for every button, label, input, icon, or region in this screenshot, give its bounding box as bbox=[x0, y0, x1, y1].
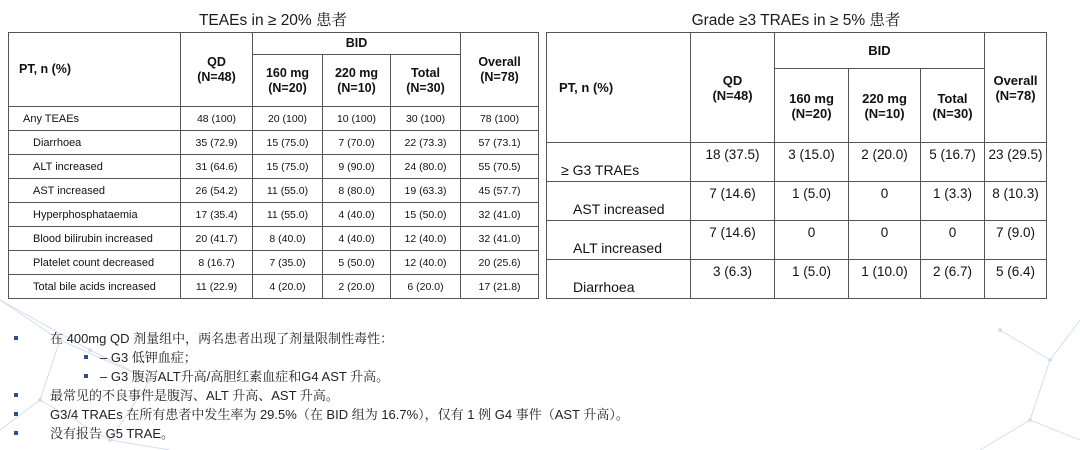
pt-header: PT, n (%) bbox=[547, 33, 691, 143]
row-label: ALT increased bbox=[547, 221, 691, 260]
square-bullet-icon bbox=[84, 355, 88, 359]
dose-160-label: 160 mg bbox=[265, 65, 310, 80]
qd-value: 26 (54.2) bbox=[181, 179, 253, 203]
total-value: 2 (6.7) bbox=[921, 260, 985, 299]
qd-value: 3 (6.3) bbox=[691, 260, 775, 299]
bid160-value: 15 (75.0) bbox=[253, 131, 323, 155]
bid160-value: 11 (55.0) bbox=[253, 203, 323, 227]
teae-table bbox=[8, 32, 539, 299]
qd-label: QD bbox=[722, 72, 743, 88]
table2-title: Grade ≥3 TRAEs in ≥ 5% 患者 bbox=[691, 12, 901, 29]
bid220-value: 1 (10.0) bbox=[849, 260, 921, 299]
qd-header bbox=[691, 33, 775, 143]
overall-value: 57 (73.1) bbox=[461, 131, 539, 155]
dose-220-header bbox=[849, 69, 921, 143]
total-value: 6 (20.0) bbox=[391, 275, 461, 299]
dose-160-label: 160 mg bbox=[789, 90, 834, 106]
qd-value: 48 (100) bbox=[181, 107, 253, 131]
qd-value: 18 (37.5) bbox=[691, 143, 775, 182]
table1-title: TEAEs in ≥ 20% 患者 bbox=[198, 12, 348, 29]
overall-value: 55 (70.5) bbox=[461, 155, 539, 179]
square-bullet-icon bbox=[84, 374, 88, 378]
table-row bbox=[9, 275, 539, 299]
bid220-value: 8 (80.0) bbox=[323, 179, 391, 203]
total-value: 30 (100) bbox=[391, 107, 461, 131]
total-value: 12 (40.0) bbox=[391, 227, 461, 251]
row-label: AST increased bbox=[9, 179, 181, 203]
bid220-value: 4 (40.0) bbox=[323, 227, 391, 251]
qd-value: 17 (35.4) bbox=[181, 203, 253, 227]
overall-n: (N=78) bbox=[995, 87, 1036, 103]
overall-header bbox=[985, 33, 1047, 143]
note-text: – G3 低钾血症； bbox=[100, 350, 197, 365]
total-value: 19 (63.3) bbox=[391, 179, 461, 203]
bid220-value: 0 bbox=[849, 221, 921, 260]
qd-value: 35 (72.9) bbox=[181, 131, 253, 155]
note-text: 没有报告 G5 TRAE。 bbox=[50, 426, 175, 441]
table-row bbox=[547, 143, 1047, 182]
bid220-value: 2 (20.0) bbox=[849, 143, 921, 182]
note-text: 在 400mg QD 剂量组中，两名患者出现了剂量限制性毒性： bbox=[50, 331, 394, 346]
bid-header: BID bbox=[253, 33, 461, 55]
row-label: AST increased bbox=[547, 182, 691, 221]
bid220-value: 10 (100) bbox=[323, 107, 391, 131]
dose-160-header bbox=[253, 55, 323, 107]
table-row bbox=[9, 179, 539, 203]
qd-n: (N=48) bbox=[197, 69, 236, 84]
total-value: 22 (73.3) bbox=[391, 131, 461, 155]
note-text: 最常见的不良事件是腹泻、ALT 升高、AST 升高。 bbox=[50, 388, 339, 403]
row-label: Diarrhoea bbox=[547, 260, 691, 299]
overall-label: Overall bbox=[478, 54, 521, 69]
dose-220-label: 220 mg bbox=[862, 90, 907, 106]
overall-value: 23 (29.5) bbox=[985, 143, 1047, 182]
note-text: – G3 腹泻ALT升高/高胆红素血症和G4 AST 升高。 bbox=[100, 369, 390, 384]
bid160-value: 4 (20.0) bbox=[253, 275, 323, 299]
overall-header bbox=[461, 33, 539, 107]
row-label: ≥ G3 TRAEs bbox=[547, 143, 691, 182]
total-header bbox=[921, 69, 985, 143]
total-value: 0 bbox=[921, 221, 985, 260]
bid160-value: 0 bbox=[775, 221, 849, 260]
square-bullet-icon bbox=[14, 336, 18, 340]
table-row bbox=[9, 131, 539, 155]
overall-value: 78 (100) bbox=[461, 107, 539, 131]
qd-n: (N=48) bbox=[712, 87, 753, 103]
bid160-value: 3 (15.0) bbox=[775, 143, 849, 182]
bid160-value: 1 (5.0) bbox=[775, 182, 849, 221]
total-label: Total bbox=[411, 65, 440, 80]
bid220-value: 4 (40.0) bbox=[323, 203, 391, 227]
bid220-value: 2 (20.0) bbox=[323, 275, 391, 299]
note-text: G3/4 TRAEs 在所有患者中发生率为 29.5%（在 BID 组为 16.7%），仅有 1 例 G4 事件（AST 升高）。 bbox=[50, 407, 629, 422]
overall-value: 32 (41.0) bbox=[461, 227, 539, 251]
overall-n: (N=78) bbox=[480, 69, 519, 84]
bid160-value: 11 (55.0) bbox=[253, 179, 323, 203]
qd-value: 20 (41.7) bbox=[181, 227, 253, 251]
table-row bbox=[9, 203, 539, 227]
total-n: (N=30) bbox=[406, 80, 445, 95]
row-label: Any TEAEs bbox=[9, 107, 181, 131]
qd-value: 11 (22.9) bbox=[181, 275, 253, 299]
qd-label: QD bbox=[207, 54, 226, 69]
qd-value: 7 (14.6) bbox=[691, 182, 775, 221]
qd-value: 8 (16.7) bbox=[181, 251, 253, 275]
table-row bbox=[9, 155, 539, 179]
total-value: 24 (80.0) bbox=[391, 155, 461, 179]
table-row bbox=[9, 107, 539, 131]
dose-220-n: (N=10) bbox=[864, 105, 905, 121]
bid-header: BID bbox=[775, 33, 985, 69]
total-header bbox=[391, 55, 461, 107]
square-bullet-icon bbox=[14, 393, 18, 397]
row-label: Diarrhoea bbox=[9, 131, 181, 155]
bid160-value: 20 (100) bbox=[253, 107, 323, 131]
bid220-value: 7 (70.0) bbox=[323, 131, 391, 155]
bid160-value: 1 (5.0) bbox=[775, 260, 849, 299]
dose-220-header bbox=[323, 55, 391, 107]
bid220-value: 5 (50.0) bbox=[323, 251, 391, 275]
dose-160-n: (N=20) bbox=[791, 105, 832, 121]
total-label: Total bbox=[937, 90, 968, 106]
overall-value: 17 (21.8) bbox=[461, 275, 539, 299]
dose-160-n: (N=20) bbox=[268, 80, 307, 95]
square-bullet-icon bbox=[14, 431, 18, 435]
qd-value: 31 (64.6) bbox=[181, 155, 253, 179]
row-label: Platelet count decreased bbox=[9, 251, 181, 275]
total-value: 12 (40.0) bbox=[391, 251, 461, 275]
row-label: ALT increased bbox=[9, 155, 181, 179]
qd-value: 7 (14.6) bbox=[691, 221, 775, 260]
total-value: 1 (3.3) bbox=[921, 182, 985, 221]
pt-header: PT, n (%) bbox=[9, 33, 181, 107]
row-label: Blood bilirubin increased bbox=[9, 227, 181, 251]
table-row bbox=[547, 182, 1047, 221]
table-row bbox=[9, 251, 539, 275]
dose-220-label: 220 mg bbox=[334, 65, 379, 80]
overall-value: 5 (6.4) bbox=[985, 260, 1047, 299]
overall-value: 7 (9.0) bbox=[985, 221, 1047, 260]
bid220-value: 9 (90.0) bbox=[323, 155, 391, 179]
overall-value: 8 (10.3) bbox=[985, 182, 1047, 221]
bid220-value: 0 bbox=[849, 182, 921, 221]
bid160-value: 15 (75.0) bbox=[253, 155, 323, 179]
table-row bbox=[9, 227, 539, 251]
overall-value: 20 (25.6) bbox=[461, 251, 539, 275]
table-row bbox=[547, 260, 1047, 299]
grade3-trae-table bbox=[546, 32, 1047, 299]
overall-value: 32 (41.0) bbox=[461, 203, 539, 227]
total-value: 15 (50.0) bbox=[391, 203, 461, 227]
total-n: (N=30) bbox=[932, 105, 973, 121]
table-row bbox=[547, 221, 1047, 260]
square-bullet-icon bbox=[14, 412, 18, 416]
overall-label: Overall bbox=[993, 72, 1038, 88]
overall-value: 45 (57.7) bbox=[461, 179, 539, 203]
dose-160-header bbox=[775, 69, 849, 143]
dose-220-n: (N=10) bbox=[337, 80, 376, 95]
row-label: Hyperphosphataemia bbox=[9, 203, 181, 227]
total-value: 5 (16.7) bbox=[921, 143, 985, 182]
row-label: Total bile acids increased bbox=[9, 275, 181, 299]
bid160-value: 7 (35.0) bbox=[253, 251, 323, 275]
bid160-value: 8 (40.0) bbox=[253, 227, 323, 251]
qd-header bbox=[181, 33, 253, 107]
